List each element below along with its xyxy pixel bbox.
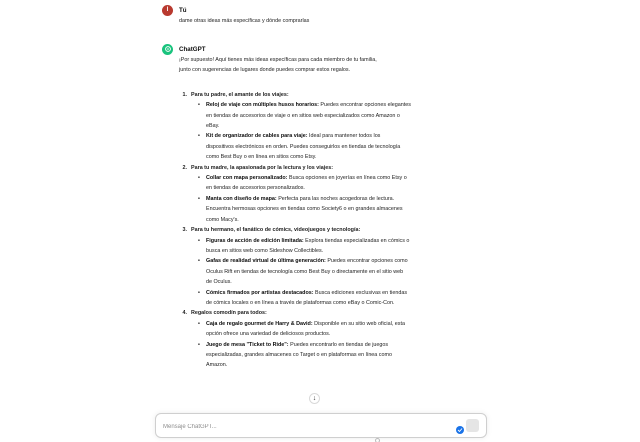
- gift-item-name: Cómics firmados por artistas destacados:: [206, 289, 314, 296]
- bullet-icon: •: [198, 320, 200, 327]
- help-icon[interactable]: [375, 438, 380, 442]
- gift-item-text: Disponible en su sitio web oficial, esta: [312, 320, 405, 327]
- intro-line: ¡Por supuesto! Aquí tienes más ideas específicas para cada miembro de tu familia,: [179, 57, 377, 63]
- gift-item-text: Busca opciones en joyerías en línea como Etsy o: [287, 175, 407, 182]
- gift-item: [198, 173, 466, 194]
- gift-item: [198, 236, 466, 257]
- gift-item-name: Collar con mapa personalizado:: [206, 175, 288, 182]
- bullet-icon: •: [198, 133, 200, 140]
- bullet-icon: •: [198, 237, 200, 244]
- gift-item-text: especializadas, grandes almacenes co Target o en plataformas en línea como: [206, 351, 392, 358]
- user-message-text: dame otras ideas más específicas y dónde comprarlas: [179, 18, 310, 24]
- gift-sections-list: [179, 90, 462, 371]
- section-title: Para tu hermano, el fanático de cómics, videojuegos y tecnología:: [191, 227, 361, 234]
- gift-item-text: como Best Buy o en línea en sitios como Etsy.: [206, 154, 317, 161]
- bullet-icon: •: [198, 341, 200, 348]
- message-composer: [155, 413, 487, 438]
- gift-item-name: Manta con diseño de mapa:: [206, 195, 277, 202]
- bullet-icon: •: [198, 258, 200, 265]
- section-number: 3.: [182, 227, 187, 234]
- gift-item: [198, 340, 466, 371]
- gift-item: [198, 288, 466, 309]
- gift-item-name: Kit de organizador de cables para viaje:: [206, 133, 308, 140]
- send-button[interactable]: [466, 419, 479, 432]
- gift-item-name: Gafas de realidad virtual de última generación:: [206, 258, 326, 265]
- section-title: Regalos comodín para todos:: [191, 310, 267, 317]
- gift-item-text: en tiendas de accesorios personalizados.: [206, 185, 305, 192]
- assistant-author-name: ChatGPT: [179, 45, 206, 53]
- gift-item-text: Busca ediciones exclusivas en tiendas: [313, 289, 408, 296]
- section-title: Para tu madre, la apasionada por la lectura y los viajes:: [191, 164, 334, 171]
- gift-item-text: opción ofrece una variedad de deliciosos productos.: [206, 331, 331, 338]
- gift-item-text: Explora tiendas especializadas en cómics o: [303, 237, 410, 244]
- section-item: [179, 225, 462, 308]
- section-items: [198, 173, 462, 225]
- section-items: [198, 100, 462, 162]
- gift-item-text: Encuentra hermosas opciones en tiendas como Society6 o en grandes almacenes: [206, 206, 403, 213]
- section-number: 4.: [182, 310, 187, 317]
- gift-item: [198, 131, 466, 162]
- assistant-message-body: [179, 55, 462, 371]
- section-heading: [179, 308, 462, 318]
- gift-item-text: de cómics locales o en línea a través de plataformas como eBay o Comic-Con.: [206, 299, 395, 306]
- gift-item-text: Amazon.: [206, 362, 228, 369]
- user-avatar: I: [162, 5, 173, 16]
- gift-item: [198, 256, 466, 287]
- chatgpt-logo-icon: [162, 44, 173, 55]
- gift-item-text: Ideal para mantener todos los: [307, 133, 381, 140]
- gift-item: [198, 319, 466, 340]
- assistant-message: [162, 43, 462, 371]
- intro-line: junto con sugerencias de lugares donde puedes comprar estos regalos.: [179, 67, 351, 74]
- grammar-extension-icon[interactable]: [456, 426, 464, 434]
- section-title: Para tu padre, el amante de los viajes:: [191, 91, 289, 98]
- user-message-header: [162, 4, 462, 16]
- section-number: 1.: [182, 91, 187, 98]
- section-item: [179, 163, 462, 225]
- gift-item-text: Perfecta para las noches acogedoras de lectura.: [276, 195, 395, 202]
- gift-item-name: Caja de regalo gourmet de Harry & David:: [206, 320, 313, 327]
- gift-item-text: de Oculus.: [206, 279, 232, 286]
- gift-item-name: Figuras de acción de edición limitada:: [206, 237, 304, 244]
- section-item: [179, 308, 462, 370]
- assistant-message-header: [162, 43, 462, 55]
- section-heading: [179, 225, 462, 235]
- gift-item-text: eBay.: [206, 123, 220, 130]
- gift-item: [198, 100, 466, 131]
- gift-item-text: Oculus Rift en tiendas de tecnología como Best Buy o directamente en el sitio web: [206, 268, 404, 275]
- user-author-name: Tú: [179, 6, 187, 14]
- arrow-down-icon: ↓: [312, 395, 317, 402]
- gift-item-text: en tiendas de accesorios de viaje o en sitios web especializados como Amazon o: [206, 112, 400, 119]
- section-number: 2.: [182, 164, 187, 171]
- gift-item-text: como Macy's.: [206, 216, 239, 223]
- gift-item-text: Puedes encontrar opciones como: [325, 258, 408, 265]
- bullet-icon: •: [198, 289, 200, 296]
- section-heading: [179, 90, 462, 100]
- gift-item-text: busca en sitios web como Sideshow Collectibles.: [206, 247, 324, 254]
- gift-item-text: Puedes encontrarlo en tiendas de juegos: [288, 341, 389, 348]
- scroll-to-bottom-button[interactable]: [309, 393, 320, 404]
- user-message: [162, 4, 462, 26]
- gift-item-text: dispositivos electrónicos en orden. Puedes conseguirlos en tiendas de tecnología: [206, 143, 401, 150]
- bullet-icon: •: [198, 195, 200, 202]
- section-items: [198, 236, 462, 309]
- gift-item-name: Reloj de viaje con múltiples husos horarios:: [206, 102, 319, 109]
- gift-item: [198, 194, 466, 225]
- assistant-intro: [179, 55, 449, 76]
- gift-item-name: Juego de mesa "Ticket to Ride":: [206, 341, 289, 348]
- section-items: [198, 319, 462, 371]
- gift-item-text: Puedes encontrar opciones elegantes: [318, 102, 411, 109]
- section-heading: [179, 163, 462, 173]
- section-item: [179, 90, 462, 163]
- message-input[interactable]: [163, 421, 443, 432]
- bullet-icon: •: [198, 175, 200, 182]
- bullet-icon: •: [198, 102, 200, 109]
